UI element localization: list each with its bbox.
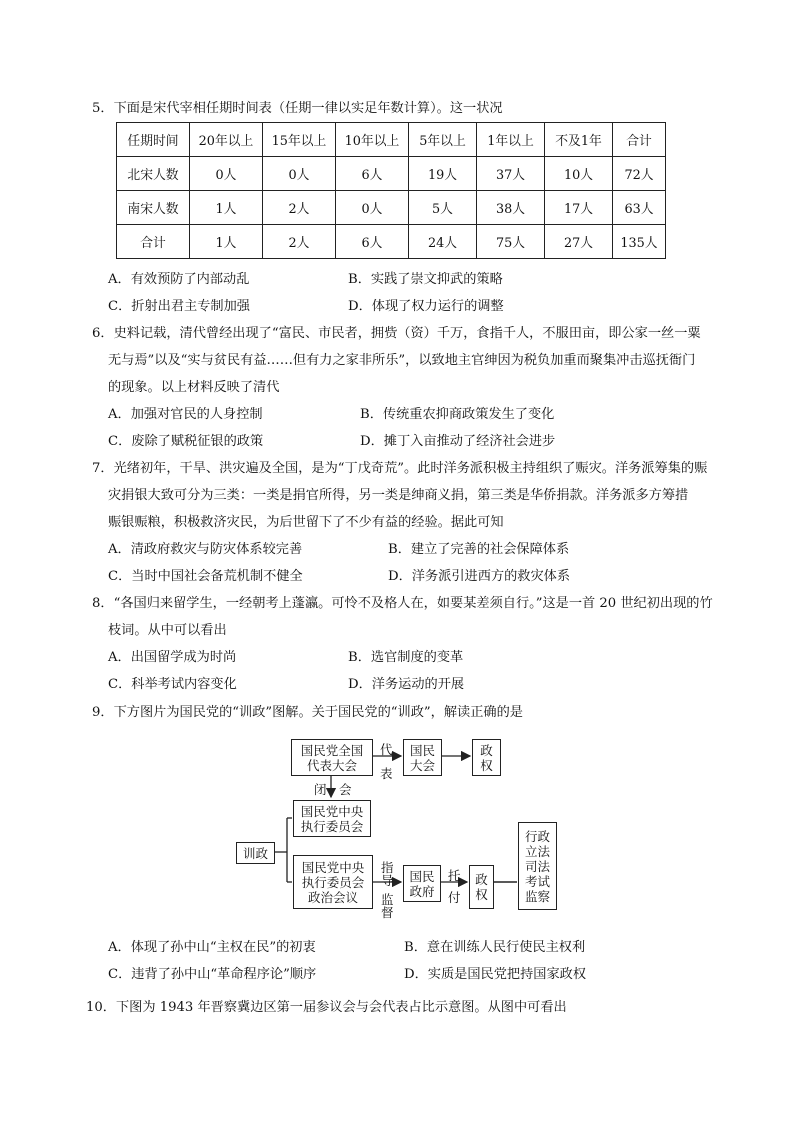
table-cell: 10年以上 bbox=[336, 123, 409, 157]
label-du: 督 bbox=[381, 905, 394, 920]
label-zhi: 指 bbox=[381, 860, 394, 875]
table-cell: 2人 bbox=[263, 225, 336, 259]
box-line: 代表大会 bbox=[306, 757, 357, 773]
q9-stem: 9．下方图片为国民党的“训政”图解。关于国民党的“训政”，解读正确的是 bbox=[92, 705, 523, 720]
q8-option-d[interactable]: D．洋务运动的开展 bbox=[348, 677, 465, 692]
q7-option-a[interactable]: A．清政府救灾与防灾体系较完善 bbox=[108, 542, 303, 557]
label-dao: 导 bbox=[381, 873, 394, 888]
table-cell: 1人 bbox=[190, 225, 263, 259]
table-cell: 南宋人数 bbox=[117, 191, 190, 225]
table-cell: 5年以上 bbox=[409, 123, 477, 157]
box-zhengquan bbox=[472, 739, 501, 776]
q5-stem: 5．下面是宋代宰相任期时间表（任期一律以实足年数计算）。这一状况 bbox=[92, 101, 503, 116]
table-cell: 72人 bbox=[613, 157, 666, 191]
box-line: 国民党全国 bbox=[300, 742, 364, 758]
box-zhiquan bbox=[469, 865, 494, 909]
label-dai: 代 bbox=[380, 742, 393, 757]
table-cell: 75人 bbox=[477, 225, 545, 259]
box-xunzheng: 训政 bbox=[236, 842, 275, 864]
q7-option-b[interactable]: B．建立了完善的社会保障体系 bbox=[388, 542, 570, 557]
table-cell: 27人 bbox=[545, 225, 613, 259]
q7-stem-line: 赈银赈粮，积极救济灾民，为后世留下了不少有益的经验。据此可知 bbox=[108, 515, 504, 530]
label-fu: 付 bbox=[448, 890, 461, 905]
label-tuo: 托 bbox=[448, 868, 461, 883]
box-line: 权 bbox=[480, 757, 493, 773]
q7-option-c[interactable]: C．当时中国社会备荒机制不健全 bbox=[108, 569, 303, 584]
table-cell: 合计 bbox=[117, 225, 190, 259]
table-cell: 0人 bbox=[190, 157, 263, 191]
box-line: 国民党中央 bbox=[300, 803, 364, 819]
q9-option-a[interactable]: A．体现了孙中山“主权在民”的初衷 bbox=[108, 940, 316, 955]
box-party-congress bbox=[291, 739, 373, 776]
q6-stem-line: 6．史料记载，清代曾经出现了“富民、市民者，拥赀（资）千万，食指千人，不服田亩，即公家一丝一粟 bbox=[92, 326, 701, 341]
box-line: 行政 bbox=[524, 828, 550, 844]
box-line: 政 bbox=[475, 872, 488, 887]
label-bihui: 闭 会 bbox=[314, 782, 352, 797]
box-central-executive-committee bbox=[293, 800, 371, 837]
q9-option-c[interactable]: C．违背了孙中山“革命程序论”顺序 bbox=[108, 967, 317, 982]
q5-option-c[interactable]: C．折射出君主专制加强 bbox=[108, 299, 250, 314]
q5-option-a[interactable]: A．有效预防了内部动乱 bbox=[108, 272, 250, 287]
table-cell: 38人 bbox=[477, 191, 545, 225]
q5-option-b[interactable]: B．实践了崇文抑武的策略 bbox=[348, 272, 503, 287]
table-cell: 6人 bbox=[336, 225, 409, 259]
q8-option-c[interactable]: C．科举考试内容变化 bbox=[108, 677, 237, 692]
table-cell: 合计 bbox=[613, 123, 666, 157]
box-line: 司法 bbox=[524, 858, 550, 874]
q9-option-b[interactable]: B．意在训练人民行使民主权利 bbox=[404, 940, 586, 955]
box-line: 国民 bbox=[409, 742, 435, 758]
q8-option-a[interactable]: A．出国留学成为时尚 bbox=[108, 650, 237, 665]
label-biao: 表 bbox=[380, 766, 393, 781]
table-cell: 37人 bbox=[477, 157, 545, 191]
q6-option-d[interactable]: D．摊丁入亩推动了经济社会进步 bbox=[360, 434, 556, 449]
table-cell: 北宋人数 bbox=[117, 157, 190, 191]
table-cell: 15年以上 bbox=[263, 123, 336, 157]
table-cell: 17人 bbox=[545, 191, 613, 225]
table-cell: 63人 bbox=[613, 191, 666, 225]
box-line: 政府 bbox=[409, 883, 435, 899]
q9-option-d[interactable]: D．实质是国民党把持国家政权 bbox=[404, 967, 587, 982]
table-cell: 2人 bbox=[263, 191, 336, 225]
box-national-assembly bbox=[403, 739, 442, 776]
box-political-council bbox=[293, 855, 373, 909]
box-line: 监察 bbox=[524, 888, 550, 904]
q6-stem-line: 的现象。以上材料反映了清代 bbox=[108, 380, 280, 395]
label-jian: 监 bbox=[381, 892, 394, 907]
table-cell: 1年以上 bbox=[477, 123, 545, 157]
table-cell: 19人 bbox=[409, 157, 477, 191]
box-national-government bbox=[403, 865, 441, 902]
q7-option-d[interactable]: D．洋务派引进西方的救灾体系 bbox=[388, 569, 571, 584]
q7-stem-line: 灾捐银大致可分为三类：一类是捐官所得，另一类是绅商义捐，第三类是华侨捐款。洋务派多方筹措 bbox=[108, 488, 689, 503]
q8-option-b[interactable]: B．选官制度的变革 bbox=[348, 650, 464, 665]
box-line: 国民 bbox=[409, 868, 435, 884]
table-cell: 20年以上 bbox=[190, 123, 263, 157]
q7-stem-line: 7．光绪初年，干旱、洪灾遍及全国，是为“丁戊奇荒”。此时洋务派积极主持组织了赈灾。洋务派筹集的赈 bbox=[92, 461, 708, 476]
box-line: 国民党中央 bbox=[301, 859, 365, 875]
box-line: 立法 bbox=[524, 843, 550, 859]
table-cell: 1人 bbox=[190, 191, 263, 225]
box-line: 考试 bbox=[524, 873, 550, 889]
table-cell: 0人 bbox=[263, 157, 336, 191]
q6-option-b[interactable]: B．传统重农抑商政策发生了变化 bbox=[360, 407, 555, 422]
table-cell: 6人 bbox=[336, 157, 409, 191]
table-cell: 135人 bbox=[613, 225, 666, 259]
table-cell: 0人 bbox=[336, 191, 409, 225]
table-cell: 任期时间 bbox=[117, 123, 190, 157]
q8-stem-line: 枝词。从中可以看出 bbox=[108, 623, 227, 638]
table-cell: 5人 bbox=[409, 191, 477, 225]
q6-option-c[interactable]: C．废除了赋税征银的政策 bbox=[108, 434, 264, 449]
table-cell: 10人 bbox=[545, 157, 613, 191]
q10-stem: 10．下图为 1943 年晋察冀边区第一届参议会与会代表占比示意图。从图中可看出 bbox=[86, 1000, 567, 1015]
table-cell: 24人 bbox=[409, 225, 477, 259]
box-five-powers bbox=[518, 822, 557, 910]
box-line: 政治会议 bbox=[307, 889, 358, 905]
q6-stem-line: 无与焉”以及“实与贫民有益……但有力之家非所乐”，以致地主官绅因为税负加重而聚集冲击巡抚衙门 bbox=[108, 353, 696, 368]
box-line: 大会 bbox=[409, 757, 435, 773]
box-line: 权 bbox=[475, 887, 488, 902]
box-line: 执行委员会 bbox=[301, 874, 365, 890]
table-cell: 不及1年 bbox=[545, 123, 613, 157]
box-line: 执行委员会 bbox=[300, 818, 364, 834]
q6-option-a[interactable]: A．加强对官民的人身控制 bbox=[108, 407, 263, 422]
q5-option-d[interactable]: D．体现了权力运行的调整 bbox=[348, 299, 504, 314]
box-line: 政 bbox=[480, 742, 493, 758]
q8-stem-line: 8．“各国归来留学生，一经朝考上蓬瀛。可怜不及格人在，如要某差须自行。”这是一首 20 世纪初出现的竹 bbox=[92, 596, 713, 611]
